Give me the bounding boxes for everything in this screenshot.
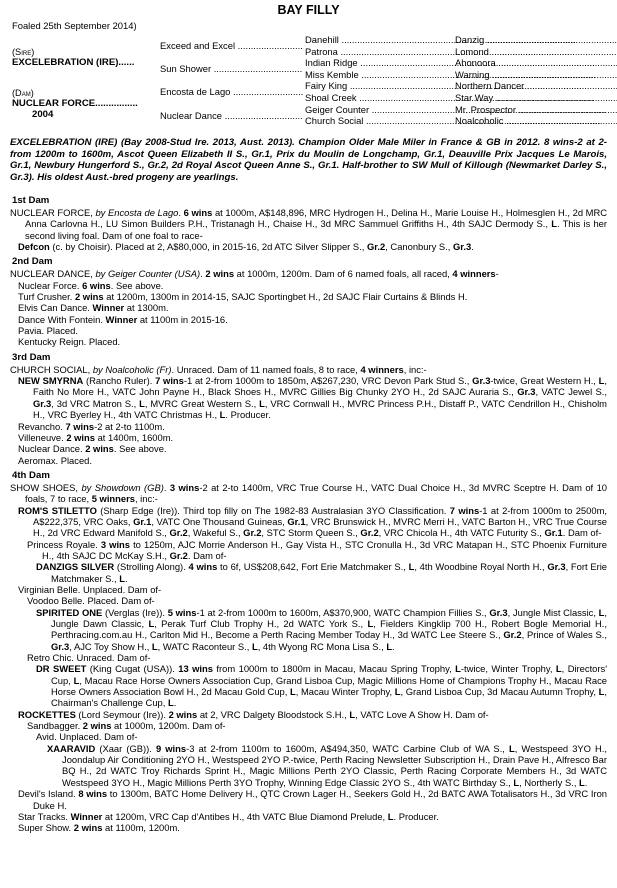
foaled-date: Foaled 25th September 2014) xyxy=(12,20,137,31)
sire-label: (Sire) xyxy=(12,46,35,57)
horse-name: Nuclear Dance ..... xyxy=(160,110,303,121)
dam-section-heading: 2nd Dam xyxy=(12,256,53,268)
pedigree-cell xyxy=(455,57,607,69)
dam-entry: Nuclear Force. 6 wins. See above. xyxy=(18,279,164,291)
horse-name: Star Way ..... xyxy=(455,92,617,103)
horse-name: Lomond ..... xyxy=(455,46,617,57)
dam-entry: CHURCH SOCIAL, by Noalcoholic (Fr). Unraced. Dam of 11 named foals, 8 to race, 4 winners, inc:- xyxy=(10,363,427,375)
horse-name: Shoal Creek ..... xyxy=(305,92,594,103)
dam-year: 2004 xyxy=(32,109,54,120)
pedigree-sire-block xyxy=(12,34,154,81)
pedigree-gen3 xyxy=(305,34,453,127)
pedigree-gen1 xyxy=(12,34,154,127)
dam-label: (Dam) xyxy=(12,87,34,98)
horse-name: Northern Dancer ..... xyxy=(455,80,617,91)
horse-name: Indian Ridge ..... xyxy=(305,57,595,68)
horse-name: Noalcoholic ..... xyxy=(455,115,617,126)
dam-entry: Aeromax. Placed. xyxy=(18,454,92,466)
dam-entry: Virginian Belle. Unplaced. Dam of- xyxy=(18,583,162,595)
dam-entry: Star Tracks. Winner at 1200m, VRC Cap d'Antibes H., 4th VATC Blue Diamond Prelude, L. Producer. xyxy=(18,810,439,822)
dam-section-heading: 4th Dam xyxy=(12,469,50,481)
pedigree-dam-block xyxy=(12,81,154,128)
horse-name: Exceed and Excel ..... xyxy=(160,40,303,51)
horse-name: Encosta de Lago ..... xyxy=(160,86,303,97)
dam-entry: Elvis Can Dance. Winner at 1300m. xyxy=(18,302,169,314)
dam-entry: Dance With Fontein. Winner at 1100m in 2015-16. xyxy=(18,313,228,325)
dam-entry: NUCLEAR FORCE, by Encosta de Lago. 6 wins at 1000m, A$148,896, MRC Hydrogen H., Delina H., Marie Louise H., Holmesglen H., 2d MRC Anna Carlovna H., LU Simon Builders P.H., Tristanagh H., Chaise H., 3d MRC Sammuel Griffiths H., 4th SAJC Dermody S., L. This is her second living foal. Dam of one foal to race- xyxy=(10,207,608,241)
pedigree-cell xyxy=(305,57,453,69)
pedigree-cell xyxy=(305,80,453,92)
dam-entry: Kentucky Reign. Placed. xyxy=(18,336,121,348)
horse-name: Fairy King ..... xyxy=(305,80,584,91)
dam-entry: Super Show. 2 wins at 1100m, 1200m. xyxy=(18,822,180,834)
dam-entry: DANZIGS SILVER (Strolling Along). 4 wins to 6f, US$208,642, Fort Erie Matchmaker S., L, 4th Woodbine Royal North H., Gr.3, Fort Erie Matchmaker S., L. xyxy=(36,561,608,584)
dam-section-heading: 3rd Dam xyxy=(12,351,51,363)
dam-entry: XAARAVID (Xaar (GB)). 9 wins-3 at 2-from 1100m to 1600m, A$494,350, WATC Carbine Club of WA S., L, Westspeed 3YO H., Joondalup Air Conditioning 2YO H., Westspeed 2YO P.-twice, Perth Racing Newsletter Subscription H., Drain Pave H., Alfresco Bar BQ H., 2d WATC Troy Richards Sprint H., Magic Millions Perth 2YO Classic, Perth Racing Corporate Members H., 3d WATC Westspeed 3YO H., Magic Millions Perth 3YO Trophy, Winning Edge Classic 2YO S., 4th WATC Birthday S., L, Northerly S., L. xyxy=(47,742,608,788)
horse-name: Warning ..... xyxy=(455,69,617,80)
horse-name: Mr. Prospector ..... xyxy=(455,104,617,115)
dam-entry: Devil's Island. 8 wins to 1300m, BATC Home Delivery H., QTC Crown Lager H., Seekers Gold H., 2d BATC AWA Totalisators H., 3d VRC Iron Duke H. xyxy=(18,788,607,811)
horse-name: Ahonoora ..... xyxy=(455,57,617,68)
dam-sections xyxy=(10,195,607,834)
pedigree-cell xyxy=(160,34,303,57)
pedigree-cell xyxy=(455,46,607,58)
pedigree-cell xyxy=(160,57,303,80)
sire-name: EXCELEBRATION (IRE)...... xyxy=(12,57,135,68)
pedigree-cell xyxy=(455,115,607,127)
pedigree-gen2 xyxy=(160,34,303,127)
sire-summary: EXCELEBRATION (IRE) (Bay 2008-Stud Ire. 2013, Aust. 2013). Champion Older Male Miler in France & GB in 2012. 8 wins-2 at 2-from 1200m to 1600m, Ascot Queen Elizabeth II S., Gr.1, Prix du Moulin de Longchamp, Gr.1, Deauville Prix Jacques Le Marois, Gr.1, Newbury Hungerford S., Gr.2, 2d Royal Ascot Queen Anne S., Gr.1. Half-brother to SW Mull of Killough (Newmarket Darley S., Gr.3). His oldest Aust.-bred progeny are yearlings. xyxy=(10,137,607,183)
pedigree-cell xyxy=(455,80,607,92)
dam-name: NUCLEAR FORCE................ xyxy=(12,98,138,109)
horse-name: Patrona ..... xyxy=(305,46,575,57)
dam-entry: Sandbagger. 2 wins at 1000m, 1200m. Dam of- xyxy=(27,720,226,732)
pedigree-cell xyxy=(305,69,453,81)
horse-name: Danehill ..... xyxy=(305,34,576,45)
horse-name: Danzig ..... xyxy=(455,34,617,45)
dam-entry: ROCKETTES (Lord Seymour (Ire)). 2 wins at 2, VRC Dalgety Bloodstock S.H., L, VATC Love A Show H. Dam of- xyxy=(18,708,489,720)
dam-entry: Princess Royale. 3 wins to 1250m, AJC Morrie Anderson H., Gay Vista H., STC Cronulla H., 3d VRC Matapan H., STC Phoenix Furniture H., 4th SAJC DC McKay S.H., Gr.2. Dam of- xyxy=(27,538,608,561)
dam-entry: Revancho. 7 wins-2 at 2-to 1100m. xyxy=(18,420,165,432)
horse-name: Sun Shower ..... xyxy=(160,63,303,74)
page-title: BAY FILLY xyxy=(277,3,340,17)
pedigree-cell xyxy=(455,34,607,46)
dam-entry: Villeneuve. 2 wins at 1400m, 1600m. xyxy=(18,431,174,443)
dam-entry: Nuclear Dance. 2 wins. See above. xyxy=(18,443,167,455)
dam-entry: Retro Chic. Unraced. Dam of- xyxy=(27,652,151,664)
dam-entry: Defcon (c. by Choisir). Placed at 2, A$80,000, in 2015-16, 2d ATC Silver Slipper S., Gr.2, Canonbury S., Gr.3. xyxy=(18,241,474,253)
dam-entry: Avid. Unplaced. Dam of- xyxy=(36,731,138,743)
pedigree-cell xyxy=(455,69,607,81)
dam-entry: Pavia. Placed. xyxy=(18,325,78,337)
pedigree-cell xyxy=(305,92,453,104)
horse-name: Church Social ..... xyxy=(305,115,600,126)
dam-entry: SHOW SHOES, by Showdown (GB). 3 wins-2 at 2-to 1400m, VRC True Course H., VATC Dual Choice H., 3d MVRC Sceptre H. Dam of 10 foals, 7 to race, 5 winners, inc:- xyxy=(10,481,608,505)
pedigree-cell xyxy=(305,115,453,127)
pedigree-cell xyxy=(160,80,303,103)
pedigree-cell xyxy=(455,92,607,104)
pedigree-gen4 xyxy=(455,34,607,127)
dam-entry: Turf Crusher. 2 wins at 1200m, 1300m in 2014-15, SAJC Sportingbet H., 2d SAJC Flair Curtains & Blinds H. xyxy=(18,291,468,303)
dam-entry: DR SWEET (King Cugat (USA)). 13 wins from 1000m to 1800m in Macau, Macau Spring Trophy, L-twice, Winter Trophy, L, Directors' Cup, L, Macau Race Horse Owners Association Cup, Grand Lisboa Cup, Magic Millions Home of Champions Trophy H., Macau Race Horse Owners Association Bowl H., 2d Macau Gold Cup, L, Macau Winter Trophy, L, Grand Lisboa Cup, 3d Macau Autumn Trophy, L, Chairman's Challenge Cup, L. xyxy=(36,663,607,709)
dam-entry: NEW SMYRNA (Rancho Ruler). 7 wins-1 at 2-from 1000m to 1850m, A$267,230, VRC Devon Park Stud S., Gr.3-twice, Great Western H., L, Faith No More H., VATC John Payne H., Black Shoes H., MVRC Gillies Big Chunky 2YO H., 2d SAJC Auraria S., Gr.3, VATC Jewel S., Gr.3, 3d VRC Matron S., L, MVRC Great Western S., L, VRC Cornwall H., MVRC Princess P.H., Distaff P., VATC Cendrillon H., Chisholm H., VRC Byerley H., 4th VATC Christmas H., L. Producer. xyxy=(18,375,607,421)
horse-name: Geiger Counter ..... xyxy=(305,104,606,115)
pedigree-cell xyxy=(305,46,453,58)
pedigree-cell xyxy=(160,104,303,127)
dam-entry: SPIRITED ONE (Verglas (Ire)). 5 wins-1 at 2-from 1000m to 1600m, A$370,900, WATC Champion Fillies S., Gr.3, Jungle Mist Classic, L, Jungle Dawn Classic, L, Perak Turf Club Trophy H., 2d WATC York S., L, Fielders Kingklip 700 H., Robert Bogle Memorial H., Perthracing.com.au H., Carlton Mid H., Become a Perth Racing Member Today H., 3d WATC Lee Steere S., Gr.2, Prince of Wales S., Gr.3, AJC Toy Show H., L, WATC Raconteur S., L, 4th Wyong RC Mona Lisa S., L. xyxy=(36,606,608,652)
dam-entry: Voodoo Belle. Placed. Dam of- xyxy=(27,595,155,607)
pedigree-cell xyxy=(305,104,453,116)
dam-entry: ROM'S STILETTO (Sharp Edge (Ire)). Third top filly on The 1982-83 Australasian 3YO Classification. 7 wins-1 at 2-from 1000m to 2500m, A$222,375, VRC Oaks, Gr.1, VATC One Thousand Guineas, Gr.1, VRC Brunswick H., MVRC Merri H., VATC Barton H., VRC True Course H., 2d VRC Edward Manifold S., Gr.2, Wakeful S., Gr.2, STC Storm Queen S., Gr.2, VRC Chicola H., 4th VATC Futurity S., Gr.1. Dam of- xyxy=(18,504,607,539)
horse-name: Miss Kemble ..... xyxy=(305,69,596,80)
dam-entry: NUCLEAR DANCE, by Geiger Counter (USA). 2 wins at 1000m, 1200m. Dam of 6 named foals, all raced, 4 winners- xyxy=(10,268,499,280)
dam-section-heading: 1st Dam xyxy=(12,195,50,206)
pedigree-cell xyxy=(455,104,607,116)
pedigree-cell xyxy=(305,34,453,46)
pedigree-table xyxy=(10,34,607,128)
